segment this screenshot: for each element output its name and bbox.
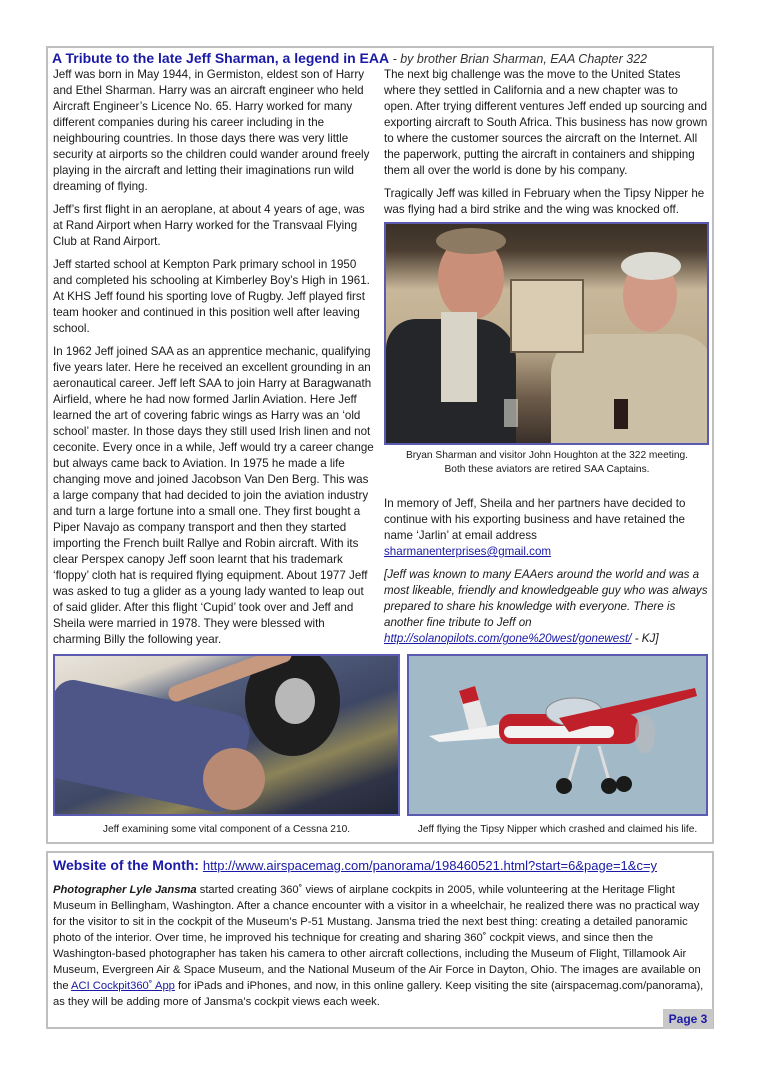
photo-men-caption (384, 449, 710, 477)
page-number-badge: Page 3 (663, 1009, 713, 1029)
memory-text: In memory of Jeff, Sheila and her partners have decided to continue with his exporting business and have retained the name ‘Jarlin’ at email address (384, 497, 686, 542)
article-left-column (53, 67, 375, 655)
website-of-month-heading (53, 857, 713, 873)
paragraph-accident: Tragically Jeff was killed in February when the Tipsy Nipper he was flying had a bird strike and the wing was knocked off. (384, 187, 705, 216)
article-headline (52, 50, 712, 66)
glass-left (504, 399, 518, 427)
photo-bryan-and-john (384, 222, 709, 445)
website-body-part1: started creating 360˚ views of airplane cockpits in 2005, while volunteering at the Heritage Flight Museum in Bellingham, Washington. After a chance encounter with a visitor in a wheelchair, he realized there was no practical way for the visitor to sit in the cockpit of the Museum’s P-51 Mustang. Jansma tried the next best thing: creating a detailed panoramic photo of the interior. Over time, he improved his technique for creating and sharing 360˚ cockpit views, and since then the Washington-based photographer has taken his camera to other aircraft collections, including the Museum of Flight, Tillamook Air Museum, Evergreen Air & Space Museum, and the National Museum of the Air Force in Dayton, Ohio. The images are available on the (53, 884, 701, 992)
photographer-name: Photographer Lyle Jansma (53, 884, 197, 896)
shirt-left (441, 312, 477, 402)
paragraph-school: Jeff started school at Kempton Park primary school in 1950 and completed his schooling at Kimberley Boy’s High in 1961. At KHS Jeff found his sporting love of Rugby. Jeff played first team hooker and continued in this position well after leaving school. (53, 258, 370, 335)
editor-note-text: [Jeff was known to many EAAers around the world and was a most likeable, friendly and knowledgeable guy who was always prepared to share his knowledge with everyone. There is another fine tribute to Jeff on (384, 568, 708, 629)
paragraph-birth: Jeff was born in May 1944, in Germiston, eldest son of Harry and Ethel Sharman. Harry was an aircraft engineer who held Aircraft Engineer’s Licence No. 65. Harry worked for many different companies during his career including in the neighbouring countries. In those days there was very little security at airports so the children could wander around freely playing in the aircraft and letting their imaginations run wild dreaming of flying. (53, 68, 370, 193)
hair-left (436, 228, 506, 254)
photo-cessna-caption: Jeff examining some vital component of a Cessna 210. (102, 824, 351, 835)
editor-note (384, 567, 710, 647)
photo-nipper-caption: Jeff flying the Tipsy Nipper which crashed and claimed his life. (417, 824, 698, 835)
wall-emblem (510, 279, 584, 353)
cockpit360-app-link[interactable]: ACI Cockpit360˚ App (71, 980, 175, 992)
solanopilots-link[interactable]: http://solanopilots.com/gone%20west/gonewest/ (384, 632, 632, 645)
website-body-part2: for iPads and iPhones, and now, in this online gallery. Keep visiting the site (airspacemag.com/panorama), as they will be adding more of Jansma’s cockpit views each week. (53, 980, 704, 1008)
caption-line-1: Bryan Sharman and visitor John Houghton at the 322 meeting. (405, 450, 689, 461)
airspacemag-link[interactable]: http://www.airspacemag.com/panorama/198460521.html?start=6&page=1&c=y (202, 858, 658, 873)
article-byline: - by brother Brian Sharman, EAA Chapter 322 (389, 52, 648, 66)
caption-line-2: Both these aviators are retired SAA Captains. (444, 464, 650, 475)
paragraph-usa-move: The next big challenge was the move to the United States where they settled in California and a new chapter was to open. After trying different ventures Jeff ended up sourcing and exporting aircraft to South Africa. This business has now grown to where the customer sources the aircraft on the Internet. All the paperwork, putting the aircraft in containers and shipping them all over the world is done by his company. (384, 68, 708, 177)
article-right-column-bottom (384, 496, 710, 654)
editor-note-suffix: - KJ] (631, 632, 659, 645)
paragraph-memory (384, 496, 710, 560)
website-of-month-label: Website of the Month: (53, 857, 203, 873)
photo-tipsy-nipper (407, 654, 708, 816)
website-of-month-body (53, 882, 713, 1010)
article-right-column-top (384, 67, 710, 225)
wheel-hub (275, 678, 315, 724)
email-link[interactable]: sharmanenterprises@gmail.com (384, 545, 552, 558)
paragraph-career: In 1962 Jeff joined SAA as an apprentice mechanic, qualifying five years later. Here he received an excellent grounding in an aeronautical career. Jeff left SAA to join Harry at Baragwanath Airfield, where he had now formed Jarlin Aviation. Here Jeff learned the art of covering fabric wings as Harry was an ‘old school’ master. In those days they still used Irish linen and not ceconite. Every once in a while, Jeff would try a career change but always came back to Aviation. In 1975 he made a life changing move and joined Jacobson Van Den Berg. This was a large company that had decided to join the aviation industry and turn a large fortune into a small one. They first bought a Piper Navajo as company transport and then they started importing the French built Rallye and Robin aircraft. With its clear Perspex canopy Jeff soon learnt that his trademark ‘floppy’ cloth hat is required flying equipment. About 1977 Jeff was asked to tug a glider as a young lady wanted to leap out of said glider. After this flight ‘Cupid’ took over and Jeff and Sheila were married in 1978. They were blessed with charming Billy the following year. (53, 345, 374, 646)
jeff-face (203, 748, 265, 810)
hair-right (621, 252, 681, 280)
paragraph-first-flight: Jeff’s first flight in an aeroplane, at about 4 years of age, was at Rand Airport when Harry worked for the Transvaal Flying Club at Rand Airport. (53, 203, 365, 248)
article-title: A Tribute to the late Jeff Sharman, a legend in EAA (52, 50, 390, 66)
glass-right (614, 399, 628, 429)
tipsy-nipper-aircraft-illustration (409, 656, 706, 814)
photo-jeff-cessna (53, 654, 400, 816)
